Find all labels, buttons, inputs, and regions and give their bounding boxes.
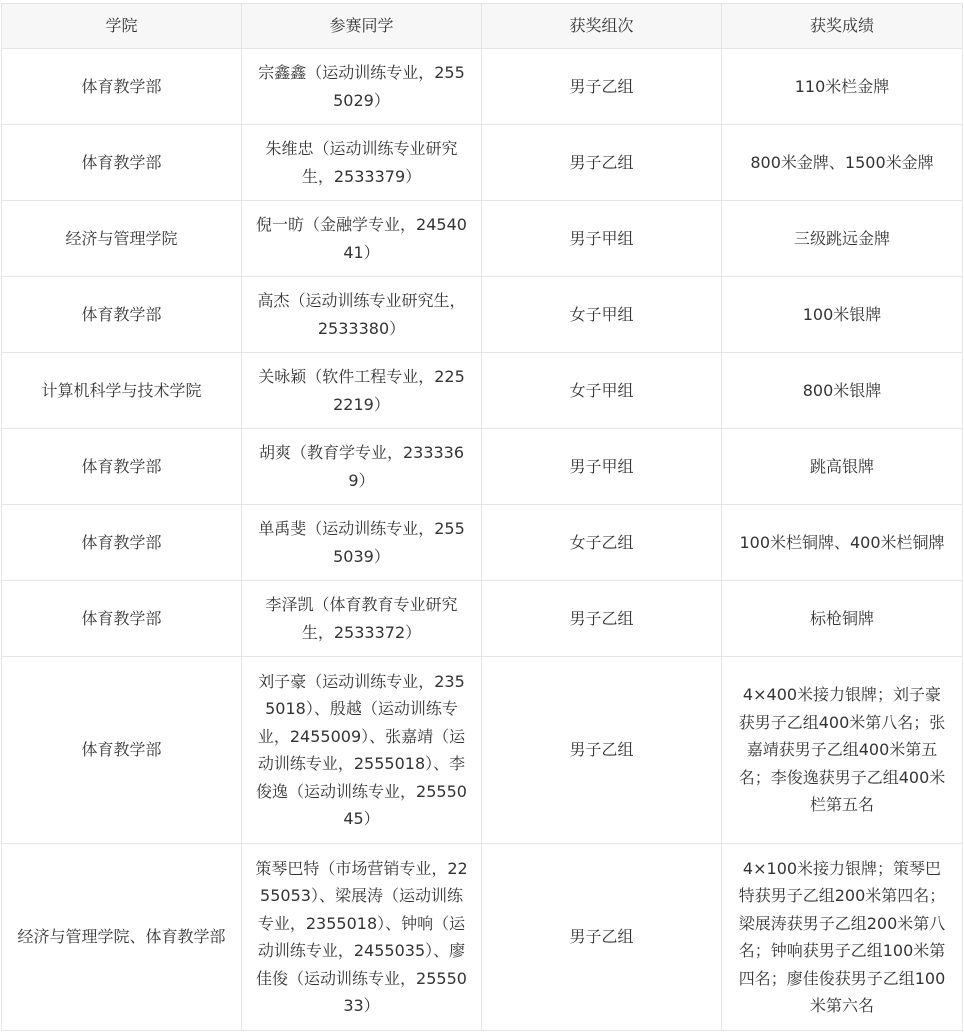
cell-result: 800米金牌、1500米金牌	[722, 125, 963, 201]
cell-participants: 胡爽（教育学专业，2333369）	[242, 429, 482, 505]
cell-group: 男子乙组	[482, 844, 722, 1031]
cell-participants: 单禹斐（运动训练专业，2555039）	[242, 505, 482, 581]
header-group: 获奖组次	[482, 4, 722, 49]
cell-participants: 宗鑫鑫（运动训练专业，2555029）	[242, 49, 482, 125]
header-row	[2, 4, 963, 49]
cell-college: 计算机科学与技术学院	[2, 353, 242, 429]
cell-group: 女子甲组	[482, 277, 722, 353]
header-college: 学院	[2, 4, 242, 49]
table-row	[2, 125, 963, 201]
cell-participants: 李泽凯（体育教育专业研究生，2533372）	[242, 581, 482, 657]
cell-participants: 策琴巴特（市场营销专业，2255053）、梁展涛（运动训练专业，2355018）、钟响（运动训练专业，2455035）、廖佳俊（运动训练专业，2555033）	[242, 844, 482, 1031]
cell-group: 男子甲组	[482, 429, 722, 505]
cell-college: 体育教学部	[2, 581, 242, 657]
table-row	[2, 505, 963, 581]
cell-result: 跳高银牌	[722, 429, 963, 505]
cell-college: 体育教学部	[2, 505, 242, 581]
cell-result: 100米栏铜牌、400米栏铜牌	[722, 505, 963, 581]
cell-result: 110米栏金牌	[722, 49, 963, 125]
cell-group: 男子乙组	[482, 49, 722, 125]
cell-participants: 刘子豪（运动训练专业，2355018）、殷越（运动训练专业，2455009）、张嘉靖（运动训练专业，2555018）、李俊逸（运动训练专业，2555045）	[242, 657, 482, 844]
cell-college: 经济与管理学院、体育教学部	[2, 844, 242, 1031]
cell-result: 4×400米接力银牌；刘子豪获男子乙组400米第八名；张嘉靖获男子乙组400米第五名；李俊逸获男子乙组400米栏第五名	[722, 657, 963, 844]
table-row	[2, 277, 963, 353]
table-row	[2, 201, 963, 277]
cell-college: 体育教学部	[2, 657, 242, 844]
cell-group: 男子乙组	[482, 657, 722, 844]
cell-group: 男子乙组	[482, 125, 722, 201]
cell-group: 女子乙组	[482, 505, 722, 581]
table-row	[2, 429, 963, 505]
cell-result: 4×100米接力银牌；策琴巴特获男子乙组200米第四名；梁展涛获男子乙组200米第八名；钟响获男子乙组100米第四名；廖佳俊获男子乙组100米第六名	[722, 844, 963, 1031]
cell-college: 体育教学部	[2, 49, 242, 125]
table-row	[2, 353, 963, 429]
cell-group: 女子甲组	[482, 353, 722, 429]
cell-participants: 关咏颖（软件工程专业，2252219）	[242, 353, 482, 429]
cell-college: 体育教学部	[2, 429, 242, 505]
cell-result: 三级跳远金牌	[722, 201, 963, 277]
cell-group: 男子乙组	[482, 581, 722, 657]
cell-group: 男子甲组	[482, 201, 722, 277]
table-row	[2, 49, 963, 125]
cell-result: 800米银牌	[722, 353, 963, 429]
cell-participants: 倪一昉（金融学专业，2454041）	[242, 201, 482, 277]
cell-result: 标枪铜牌	[722, 581, 963, 657]
cell-college: 体育教学部	[2, 125, 242, 201]
cell-result: 100米银牌	[722, 277, 963, 353]
awards-table	[1, 3, 963, 1031]
cell-participants: 高杰（运动训练专业研究生，2533380）	[242, 277, 482, 353]
table-row	[2, 581, 963, 657]
cell-participants: 朱维忠（运动训练专业研究生，2533379）	[242, 125, 482, 201]
header-result: 获奖成绩	[722, 4, 963, 49]
table-row	[2, 657, 963, 844]
cell-college: 体育教学部	[2, 277, 242, 353]
header-participants: 参赛同学	[242, 4, 482, 49]
table-row	[2, 844, 963, 1031]
cell-college: 经济与管理学院	[2, 201, 242, 277]
